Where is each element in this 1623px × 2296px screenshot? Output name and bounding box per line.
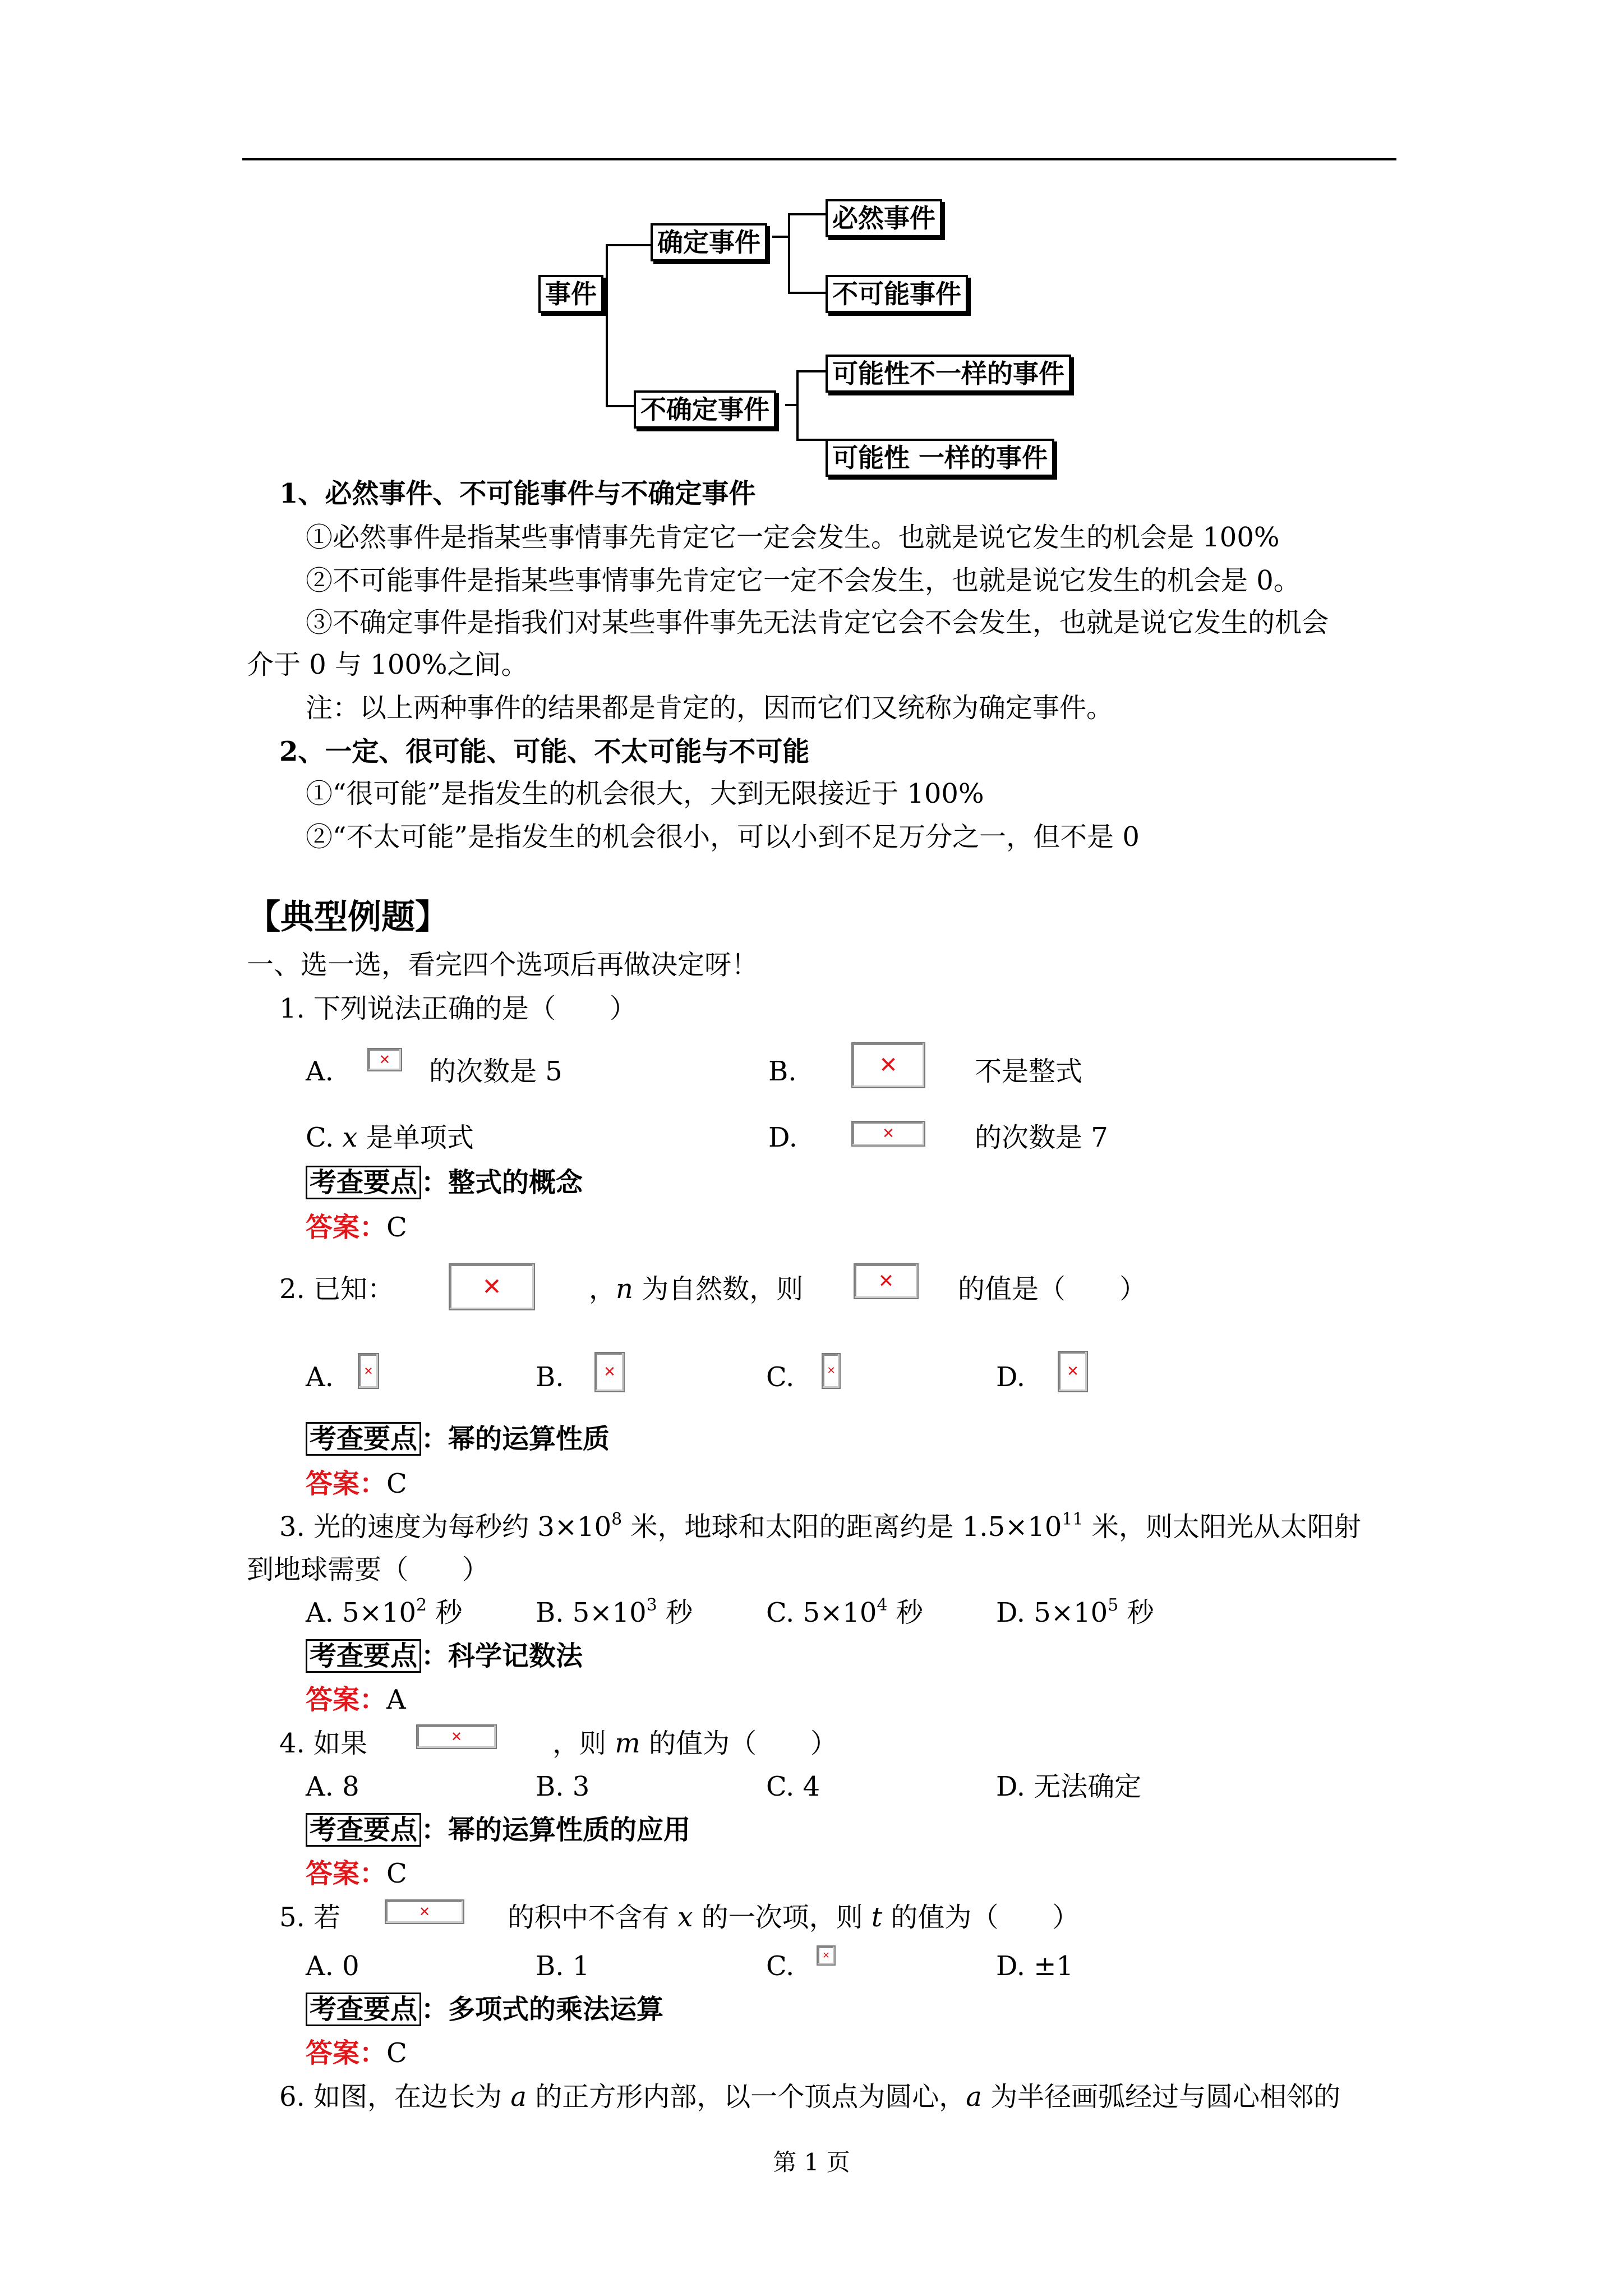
q5-post-b: 的一次项，则 [693,1902,872,1933]
tree-node-uncertain: 不确定事件 [634,390,776,429]
broken-image-icon: ✕ [367,1048,402,1071]
broken-image-icon: ✕ [1058,1351,1088,1392]
q3-answer [306,1683,406,1717]
q2-mid [589,1272,803,1306]
section1-line3: ③不确定事件是指我们对某些事件事先无法肯定它会不会发生，也就是说它发生的机会 [306,607,1329,638]
q6-var-a2: a [966,2081,982,2113]
q2-key-point [306,1422,610,1456]
q4-option-c: C. 4 [766,1771,820,1802]
tree-line-to-certain [606,244,651,246]
q3-text-b: 米，地球和太阳的距离约是 1.5×10 [622,1511,1062,1543]
q6-post: 为半径画弧经过与圆心相邻的 [981,2081,1341,2113]
q6-stem [279,2080,1340,2114]
q1-option-c-var: x [342,1122,358,1153]
key-point-colon: ： [421,1640,449,1672]
section1-line1: ①必然事件是指某些事情事先肯定它一定会发生。也就是说它发生的机会是 100% [306,522,1280,553]
q3-d-exp: 5 [1108,1595,1119,1615]
key-point-text: 多项式的乘法运算 [448,1994,664,2025]
q4-var-m: m [615,1728,640,1759]
q4-post [552,1727,837,1760]
q1-option-a-text: 的次数是 5 [429,1056,562,1087]
tree-line-certain-stub [772,236,790,238]
q5-key-point [306,1993,663,2026]
q3-exp-1: 8 [611,1510,623,1529]
q1-key-point [306,1166,583,1199]
section1-note: 注：以上两种事件的结果都是肯定的，因而它们又统称为确定事件。 [306,692,1114,724]
tree-line-root-vertical [606,244,608,407]
q1-option-a-label: A. [306,1056,334,1087]
broken-image-icon: ✕ [822,1353,841,1389]
key-point-colon: ： [421,1814,449,1846]
section1-line3-cont: 介于 0 与 100%之间。 [247,649,528,680]
broken-image-icon: ✕ [817,1945,836,1966]
q5-var-x: x [677,1902,693,1933]
tree-line-to-uncertain [606,405,637,407]
answer-value: C [386,1212,407,1243]
q1-option-b-label: B. [768,1056,797,1087]
broken-image-icon: ✕ [851,1042,925,1088]
tree-line-uncertain-stub [785,404,799,406]
key-point-colon: ： [421,1167,449,1198]
q3-key-point [306,1639,583,1673]
q3-option-d [996,1596,1154,1630]
tree-node-impossible: 不可能事件 [826,275,968,313]
q3-c-exp: 4 [877,1595,888,1615]
q4-answer [306,1857,407,1890]
q3-line1 [279,1510,1361,1544]
q5-post-c: 的值为（ ） [882,1902,1080,1933]
key-point-label: 考查要点 [306,1166,421,1199]
q5-post [508,1901,1079,1934]
tree-line-to-equal [796,439,830,441]
q4-option-d: D. 无法确定 [996,1771,1142,1802]
q1-option-d-text: 的次数是 7 [975,1122,1108,1153]
section2-line1: ①“很可能”是指发生的机会很大，大到无限接近于 100% [306,778,984,809]
section1-heading: 1、必然事件、不可能事件与不确定事件 [279,478,756,509]
tree-node-unequal: 可能性不一样的事件 [826,355,1071,393]
q1-option-c-text: 是单项式 [357,1122,474,1153]
key-point-colon: ： [421,1994,449,2025]
part1-title: 一、选一选，看完四个选项后再做决定呀！ [247,949,759,981]
q6-mid: 的正方形内部，以一个顶点为圆心， [526,2081,966,2113]
q5-post-a: 的积中不含有 [508,1902,678,1933]
tree-node-certain: 确定事件 [651,223,767,261]
answer-value: C [386,1858,407,1889]
q3-c-post: 秒 [887,1597,923,1628]
key-point-label: 考查要点 [306,1993,421,2026]
answer-label: 答案： [306,1858,387,1889]
tree-node-must: 必然事件 [826,199,942,237]
q6-pre: 6. 如图，在边长为 [279,2081,511,2113]
q5-var-t: t [871,1902,883,1933]
q3-d-pre: D. 5×10 [996,1597,1108,1628]
q5-option-d: D. ±1 [996,1950,1074,1982]
q1-option-d-label: D. [768,1122,798,1153]
tree-line-certain-vertical [788,213,790,293]
q2-pre: 2. 已知： [279,1273,395,1305]
q4-option-b: B. 3 [536,1771,590,1802]
q2-option-d: D. [996,1361,1026,1393]
answer-label: 答案： [306,2037,387,2069]
key-point-text: 幂的运算性质的应用 [448,1814,691,1846]
q5-answer [306,2036,407,2070]
q5-pre: 5. 若 [279,1902,341,1933]
tree-line-to-unequal [796,370,830,372]
q3-a-post: 秒 [427,1597,463,1628]
q3-option-c [766,1596,923,1630]
q3-b-exp: 3 [646,1595,657,1615]
q1-option-c [306,1121,474,1154]
q3-a-pre: A. 5×10 [306,1597,417,1628]
section1-line2: ②不可能事件是指某些事情事先肯定它一定不会发生，也就是说它发生的机会是 0。 [306,565,1301,596]
q2-answer [306,1467,407,1501]
q5-option-b: B. 1 [536,1950,590,1982]
answer-label: 答案： [306,1468,387,1499]
tree-node-event: 事件 [538,275,603,313]
q3-exp-2: 11 [1062,1510,1083,1529]
key-point-label: 考查要点 [306,1422,421,1456]
broken-image-icon: ✕ [416,1724,497,1749]
q4-post-b: 的值为（ ） [640,1728,838,1759]
q2-post: 的值是（ ） [958,1273,1147,1305]
broken-image-icon: ✕ [385,1899,464,1924]
q1-answer [306,1211,407,1244]
tree-line-to-must [788,213,827,215]
answer-value: C [386,1468,407,1499]
section2-heading: 2、一定、很可能、可能、不太可能与不可能 [279,736,810,767]
q3-c-pre: C. 5×10 [766,1597,877,1628]
broken-image-icon: ✕ [594,1352,625,1392]
q3-b-pre: B. 5×10 [536,1597,647,1628]
tree-line-to-impossible [788,292,827,294]
key-point-text: 科学记数法 [448,1640,583,1672]
q2-option-c: C. [766,1361,795,1393]
answer-label: 答案： [306,1684,387,1715]
answer-value: C [386,2037,407,2069]
key-point-label: 考查要点 [306,1639,421,1673]
q4-option-a: A. 8 [306,1771,359,1802]
tree-node-equal: 可能性 一样的事件 [826,439,1054,477]
broken-image-icon: ✕ [854,1263,919,1299]
answer-value: A [386,1684,406,1715]
broken-image-icon: ✕ [358,1353,379,1389]
q1-option-b-text: 不是整式 [975,1056,1083,1087]
q3-option-a [306,1596,462,1630]
broken-image-icon: ✕ [449,1263,535,1310]
q3-a-exp: 2 [416,1595,427,1615]
q4-post-a: ，则 [552,1728,615,1759]
q2-var-n: n [616,1273,633,1305]
q1-option-c-label: C. [306,1122,343,1153]
q3-b-post: 秒 [657,1597,693,1628]
key-point-colon: ： [421,1423,449,1455]
q3-option-b [536,1596,693,1630]
examples-title: 【典型例题】 [247,898,449,937]
q6-var-a1: a [510,2081,527,2113]
key-point-label: 考查要点 [306,1813,421,1847]
q2-option-b: B. [536,1361,564,1393]
q4-pre: 4. 如果 [279,1728,368,1759]
answer-label: 答案： [306,1212,387,1243]
q3-line2: 到地球需要（ ） [247,1554,490,1585]
q2-option-a: A. [306,1361,334,1393]
q4-key-point [306,1813,690,1847]
q5-option-a: A. 0 [306,1950,359,1982]
section2-line2: ②“不太可能”是指发生的机会很小，可以小到不足万分之一，但不是 0 [306,821,1140,853]
event-tree-diagram [0,0,1623,482]
key-point-text: 整式的概念 [448,1167,583,1198]
q1-stem: 1. 下列说法正确的是（ ） [279,993,637,1024]
q3-text-c: 米，则太阳光从太阳射 [1083,1511,1361,1543]
q3-text-a: 3. 光的速度为每秒约 3×10 [279,1511,612,1543]
q2-comma: ， [589,1273,616,1305]
q3-d-post: 秒 [1118,1597,1154,1628]
page-number-footer: 第 1 页 [773,2148,850,2176]
q2-mid-text: 为自然数，则 [633,1273,804,1305]
key-point-text: 幂的运算性质 [448,1423,610,1455]
q5-option-c: C. [766,1950,795,1982]
broken-image-icon: ✕ [851,1121,925,1147]
